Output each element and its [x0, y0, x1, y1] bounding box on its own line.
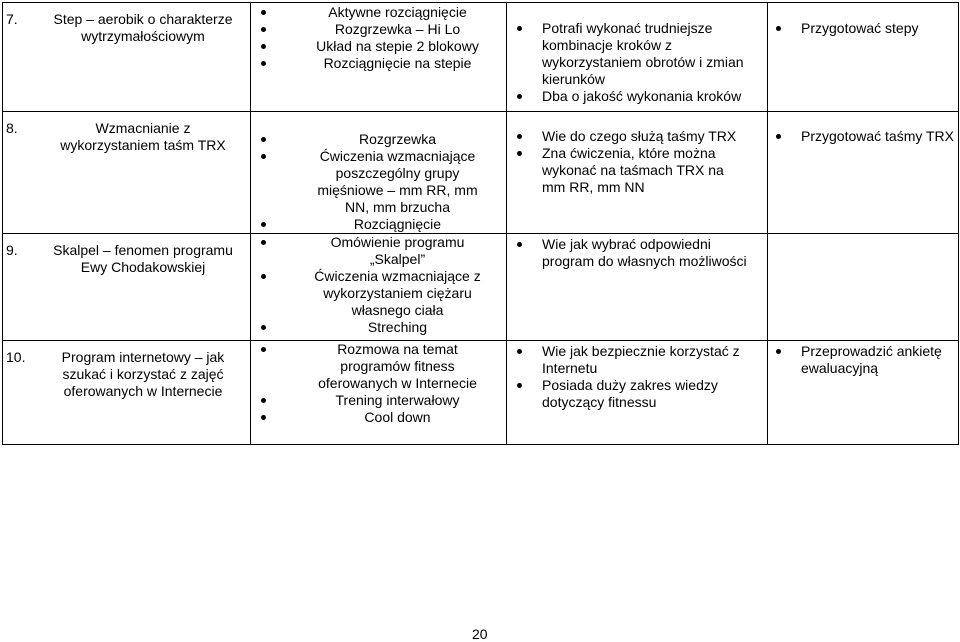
outcomes-cell	[507, 234, 768, 341]
bullet-icon	[261, 10, 266, 15]
bullet-icon	[517, 151, 522, 156]
bullet-icon	[517, 349, 522, 354]
list-item: Zna ćwiczenia, które można wykonać na taśmach TRX na mm RR, mm NN	[542, 145, 751, 196]
lesson-topic: Step – aerobik o charakterze wytrzymałościowym	[53, 11, 233, 44]
bullet-icon	[261, 44, 266, 49]
bullet-icon	[261, 415, 266, 420]
bullet-icon	[261, 137, 266, 142]
table-row	[3, 341, 959, 445]
lesson-number: 7.	[6, 11, 18, 27]
list-item: Trening interwałowy	[307, 392, 488, 409]
lesson-number: 9.	[6, 242, 18, 258]
bullet-icon	[517, 242, 522, 247]
outcomes-cell	[507, 341, 768, 445]
list-item: Ćwiczenia wzmacniające poszczególny grupy mięśniowe – mm RR, mm NN, mm brzucha	[307, 148, 488, 216]
list-item: Aktywne rozciągnięcie	[307, 4, 488, 21]
list-item: Dba o jakość wykonania kroków	[542, 88, 751, 105]
list-item: Przygotować taśmy TRX	[801, 128, 954, 145]
bullet-icon	[261, 274, 266, 279]
preparation-cell	[768, 3, 959, 112]
bullet-icon	[261, 222, 266, 227]
list-item: Rozmowa na temat programów fitness oferowanych w Internecie	[307, 341, 488, 392]
table-row	[3, 234, 959, 341]
topic-cell	[3, 341, 251, 445]
table-row	[3, 3, 959, 112]
page-number: 20	[472, 626, 488, 642]
list-item: Rozgrzewka – Hi Lo	[307, 21, 488, 38]
list-item: Ćwiczenia wzmacniające z wykorzystaniem ciężaru własnego ciała	[307, 268, 488, 319]
bullet-icon	[776, 349, 781, 354]
activities-cell	[251, 234, 507, 341]
list-item: Wie jak wybrać odpowiedni program do własnych możliwości	[542, 236, 751, 270]
bullet-icon	[517, 134, 522, 139]
preparation-cell	[768, 112, 959, 234]
lesson-topic: Skalpel – fenomen programu Ewy Chodakowskiej	[53, 242, 233, 275]
bullet-icon	[261, 347, 266, 352]
activities-cell	[251, 112, 507, 234]
lesson-topic: Wzmacnianie z wykorzystaniem taśm TRX	[60, 120, 226, 153]
list-item: Omówienie programu „Skalpel”	[307, 234, 488, 268]
lesson-number: 8.	[6, 120, 18, 136]
bullet-icon	[776, 26, 781, 31]
table-row	[3, 112, 959, 234]
bullet-icon	[517, 383, 522, 388]
bullet-icon	[261, 27, 266, 32]
bullet-icon	[517, 94, 522, 99]
list-item: Posiada duży zakres wiedzy dotyczący fitnessu	[542, 377, 751, 411]
list-item: Rozgrzewka	[307, 131, 488, 148]
outcomes-cell	[507, 3, 768, 112]
topic-cell	[3, 234, 251, 341]
lesson-plan-table	[2, 2, 959, 445]
list-item: Rozciągnięcie na stepie	[307, 55, 488, 72]
list-item: Cool down	[307, 409, 488, 426]
list-item: Streching	[307, 319, 488, 336]
bullet-icon	[261, 154, 266, 159]
bullet-icon	[776, 134, 781, 139]
list-item: Potrafi wykonać trudniejsze kombinacje kroków z wykorzystaniem obrotów i zmian kierunków	[542, 20, 751, 88]
activities-cell	[251, 341, 507, 445]
bullet-icon	[261, 398, 266, 403]
preparation-cell	[768, 341, 959, 445]
activities-cell	[251, 3, 507, 112]
bullet-icon	[517, 26, 522, 31]
lesson-number: 10.	[6, 349, 26, 365]
lesson-topic: Program internetowy – jak szukać i korzystać z zajęć oferowanych w Internecie	[61, 349, 225, 399]
topic-cell	[3, 3, 251, 112]
preparation-cell	[768, 234, 959, 341]
list-item: Układ na stepie 2 blokowy	[307, 38, 488, 55]
topic-cell	[3, 112, 251, 234]
list-item: Przeprowadzić ankietę ewaluacyjną	[801, 343, 954, 377]
bullet-icon	[261, 325, 266, 330]
bullet-icon	[261, 61, 266, 66]
list-item: Przygotować stepy	[801, 20, 954, 37]
list-item: Wie do czego służą taśmy TRX	[542, 128, 751, 145]
bullet-icon	[261, 240, 266, 245]
outcomes-cell	[507, 112, 768, 234]
list-item: Rozciągnięcie	[307, 216, 488, 233]
list-item: Wie jak bezpiecznie korzystać z Internetu	[542, 343, 751, 377]
